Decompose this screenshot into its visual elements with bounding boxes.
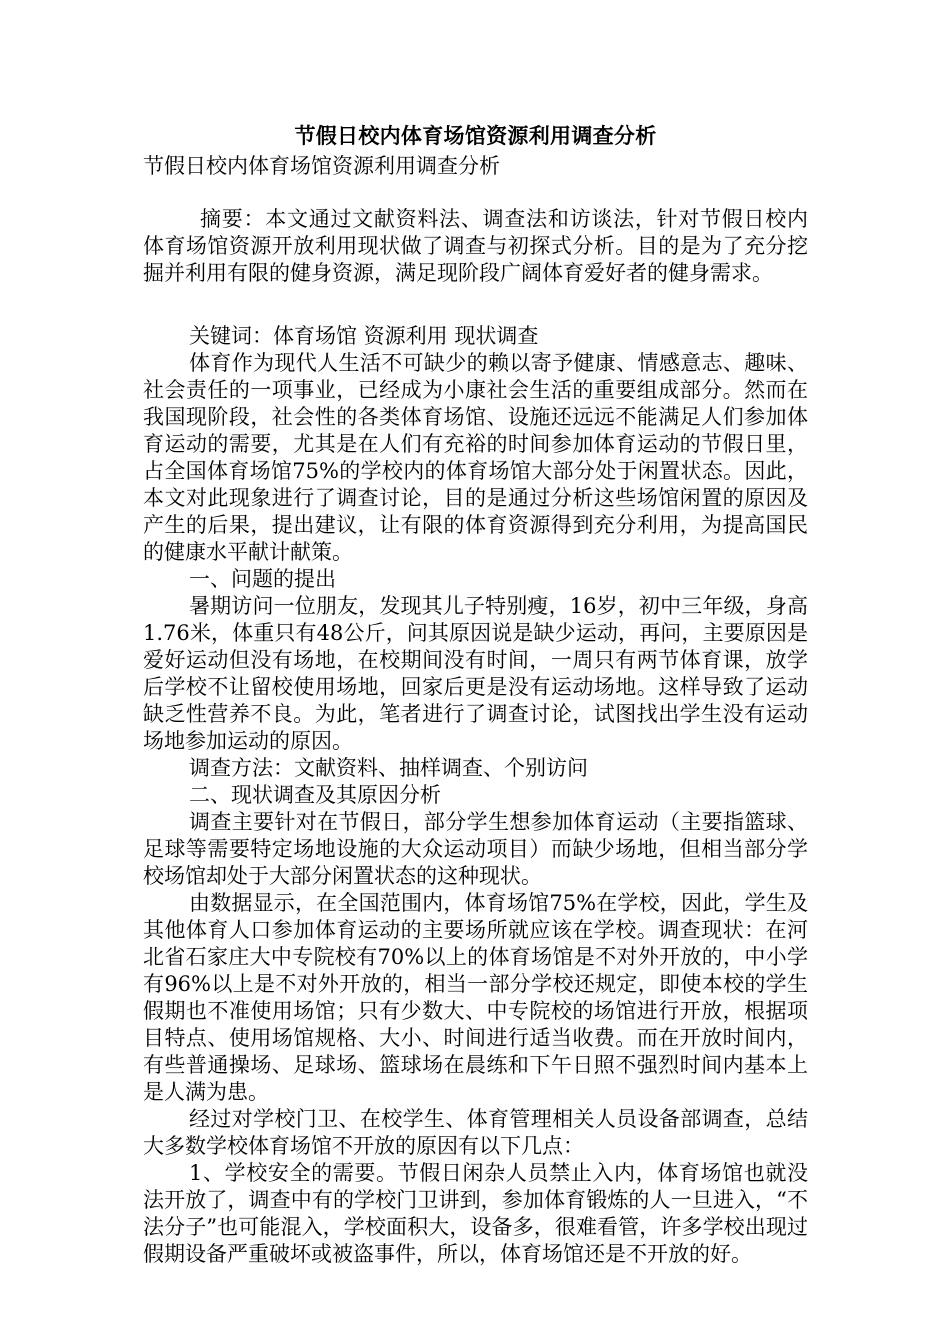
body-paragraph: 经过对学校门卫、在校学生、体育管理相关人员设备部调查，总结大多数学校体育场馆不开放的原因有以下几点： bbox=[143, 1107, 808, 1158]
body-paragraph: 由数据显示，在全国范围内，体育场馆75%在学校，因此，学生及其他体育人口参加体育运动的主要场所就应该在学校。调查现状：在河北省石家庄大中专院校有70%以上的体育场馆是不对外开放的，中小学有96%以上是不对外开放的，相当一部分学校还规定，即使本校的学生假期也不准使用场馆；只有少数大、中专院校的场馆进行开放，根据项目特点、使用场馆规格、大小、时间进行适当收费。而在开放时间内，有些普通操场、足球场、篮球场在晨练和下午日照不强烈时间内基本上是人满为患。 bbox=[143, 891, 808, 1104]
document-subtitle: 节假日校内体育场馆资源利用调查分析 bbox=[143, 154, 500, 178]
body-paragraph: 体育作为现代人生活不可缺少的赖以寄予健康、情感意志、趣味、社会责任的一项事业，已经成为小康社会生活的重要组成部分。然而在我国现阶段，社会性的各类体育场馆、设施还远远不能满足人们参加体育运动的需要，尤其是在人们有充裕的时间参加体育运动的节假日里，占全国体育场馆75%的学校内的体育场馆大部分处于闲置状态。因此，本文对此现象进行了调查讨论，目的是通过分析这些场馆闲置的原因及产生的后果，提出建议，让有限的体育资源得到充分利用，为提高国民的健康水平献计献策。 bbox=[143, 351, 808, 564]
body-paragraph: 暑期访问一位朋友，发现其儿子特别瘦，16岁，初中三年级，身高1.76米，体重只有48公斤，问其原因说是缺少运动，再问，主要原因是爱好运动但没有场地，在校期间没有时间，一周只有两节体育课，放学后学校不让留校使用场地，回家后更是没有运动场地。这样导致了运动缺乏性营养不良。为此，笔者进行了调查讨论，试图找出学生没有运动场地参加运动的原因。 bbox=[143, 594, 808, 753]
document-title: 节假日校内体育场馆资源利用调查分析 bbox=[294, 123, 657, 148]
document-body bbox=[143, 120, 808, 1268]
method-line: 调查方法：文献资料、抽样调查、个别访问 bbox=[189, 756, 588, 780]
body-paragraph: 1、学校安全的需要。节假日闲杂人员禁止入内，体育场馆也就没法开放了，调查中有的学校门卫讲到，参加体育锻炼的人一旦进入，“不法分子”也可能混入，学校面积大，设备多，很难看管，许多学校出现过假期设备严重破坏或被盗事件，所以，体育场馆还是不开放的好。 bbox=[143, 1161, 808, 1266]
abstract-paragraph: 摘要：本文通过文献资料法、调查法和访谈法，针对节假日校内体育场馆资源开放利用现状做了调查与初探式分析。目的是为了充分挖掘并利用有限的健身资源，满足现阶段广阔体育爱好者的健身需求。 bbox=[143, 207, 808, 285]
keywords-line: 关键词：体育场馆 资源利用 现状调查 bbox=[189, 324, 539, 348]
section-heading: 一、问题的提出 bbox=[189, 567, 336, 591]
body-paragraph: 调查主要针对在节假日，部分学生想参加体育运动（主要指篮球、足球等需要特定场地设施的大众运动项目）而缺少场地，但相当部分学校场馆却处于大部分闲置状态的这种现状。 bbox=[143, 810, 808, 888]
section-heading: 二、现状调查及其原因分析 bbox=[189, 783, 441, 807]
